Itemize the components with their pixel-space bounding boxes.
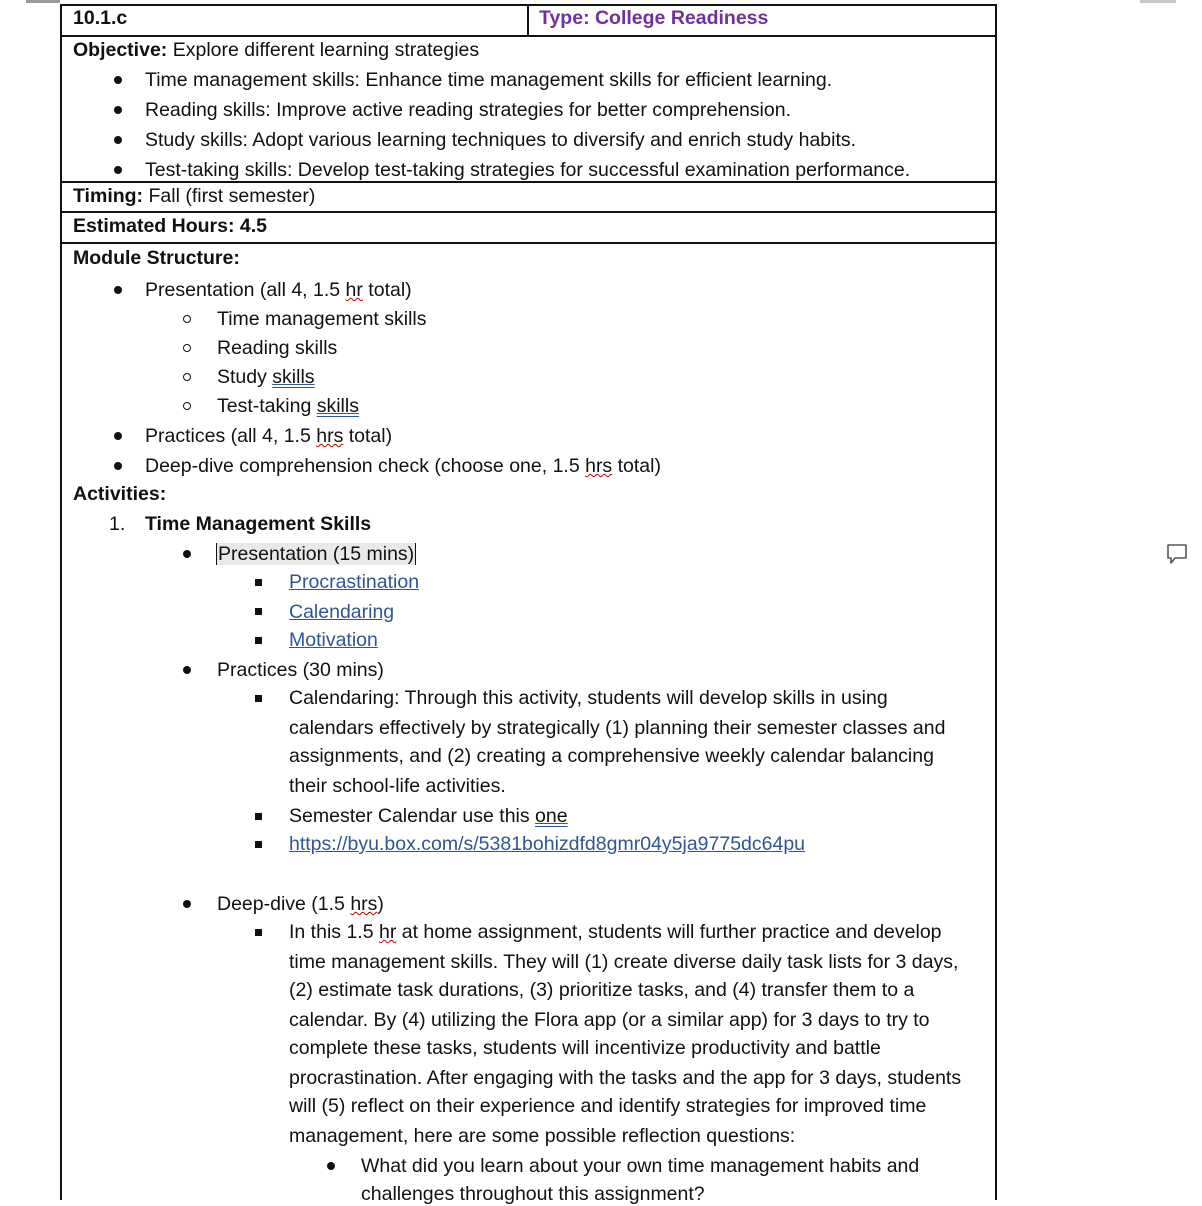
table-border-right [995, 4, 997, 1200]
calendaring-text: Calendaring: Through this activity, students will develop skills in using [289, 687, 888, 709]
circle-bullet-icon [183, 402, 191, 410]
link-semester-calendar[interactable]: one [535, 805, 568, 827]
square-bullet-icon [255, 841, 262, 848]
activities-heading: Activities: [73, 483, 167, 505]
activity-number: 1. [109, 513, 126, 535]
objective-item: Test-taking skills: Develop test-taking strategies for successful examination performance. [145, 159, 911, 181]
page-corner-mark-right [1140, 0, 1176, 3]
structure-subitem: Reading skills [217, 337, 338, 359]
square-bullet-icon [255, 929, 262, 936]
structure-practices: Practices (all 4, 1.5 hrs total) [145, 425, 393, 447]
calendaring-text: calendars effectively by strategically (1) planning their semester classes and [289, 717, 946, 739]
bullet-icon [183, 550, 191, 558]
activity-title: Time Management Skills [145, 513, 372, 535]
objective-item: Time management skills: Enhance time management skills for efficient learning. [145, 69, 833, 91]
circle-bullet-icon [183, 373, 191, 381]
module-code: 10.1.c [73, 7, 128, 29]
table-header-divider [527, 4, 529, 36]
bullet-icon [114, 106, 122, 114]
objective-line: Objective: Explore different learning strategies [73, 39, 480, 61]
table-border-left [60, 4, 62, 1200]
square-bullet-icon [255, 813, 262, 820]
square-bullet-icon [255, 637, 262, 644]
deep-dive-text: procrastination. After engaging with the tasks and the app for 3 days, students [289, 1067, 962, 1089]
square-bullet-icon [255, 608, 262, 615]
circle-bullet-icon [183, 344, 191, 352]
estimated-hours: Estimated Hours: 4.5 [73, 215, 267, 237]
deep-dive-text: In this 1.5 hr at home assignment, students will further practice and develop [289, 921, 942, 943]
table-rule-hours [60, 242, 997, 244]
bullet-icon [114, 166, 122, 174]
deep-dive-text: (2) estimate task durations, (3) prioritize tasks, and (4) transfer them to a [289, 979, 915, 1001]
module-type: Type: College Readiness [539, 7, 769, 29]
objective-item: Study skills: Adopt various learning techniques to diversify and enrich study habits. [145, 129, 857, 151]
circle-bullet-icon [183, 315, 191, 323]
page-corner-mark-left [26, 0, 60, 3]
bullet-icon [114, 432, 122, 440]
bullet-icon [114, 462, 122, 470]
deep-dive-text: management, here are some possible reflection questions: [289, 1125, 796, 1147]
bullet-icon [114, 286, 122, 294]
structure-subitem: Test-taking skills [217, 395, 359, 417]
structure-subitem: Study skills [217, 366, 315, 388]
bullet-icon [114, 136, 122, 144]
objective-item: Reading skills: Improve active reading strategies for better comprehension. [145, 99, 791, 121]
table-rule-top [60, 4, 997, 6]
link-procrastination[interactable]: Procrastination [289, 571, 420, 593]
bullet-icon [114, 76, 122, 84]
structure-deep-dive: Deep-dive comprehension check (choose one, 1.5 hrs total) [145, 455, 661, 477]
table-rule-header [60, 35, 997, 37]
module-structure-heading: Module Structure: [73, 247, 240, 269]
table-rule-timing [60, 211, 997, 213]
square-bullet-icon [255, 579, 262, 586]
deep-dive-text: time management skills. They will (1) create diverse daily task lists for 3 days, [289, 951, 959, 973]
semester-calendar-item: Semester Calendar use this one [289, 805, 568, 827]
reflection-question: What did you learn about your own time management habits and [361, 1155, 920, 1177]
reflection-question: challenges throughout this assignment? [361, 1183, 705, 1205]
practices-item: Practices (30 mins) [217, 659, 384, 681]
bullet-icon [327, 1162, 335, 1170]
deep-dive-text: will (5) reflect on their experience and identify strategies for improved time [289, 1095, 927, 1117]
calendaring-text: their school-life activities. [289, 775, 506, 797]
deep-dive-text: calendar. By (4) utilizing the Flora app (or a similar app) for 3 days to try to [289, 1009, 930, 1031]
selected-text[interactable]: Presentation (15 mins) [218, 543, 415, 565]
comment-icon[interactable] [1166, 543, 1188, 565]
link-calendaring[interactable]: Calendaring [289, 601, 395, 623]
presentation-item[interactable] [216, 542, 416, 566]
calendaring-text: assignments, and (2) creating a comprehensive weekly calendar balancing [289, 745, 934, 767]
bullet-icon [183, 900, 191, 908]
structure-subitem: Time management skills [217, 308, 427, 330]
deep-dive-item: Deep-dive (1.5 hrs) [217, 893, 384, 915]
structure-presentation: Presentation (all 4, 1.5 hr total) [145, 279, 412, 301]
link-motivation[interactable]: Motivation [289, 629, 378, 651]
bullet-icon [183, 666, 191, 674]
deep-dive-text: complete these tasks, students will incentivize productivity and battle [289, 1037, 881, 1059]
timing-line: Timing: Fall (first semester) [73, 185, 316, 207]
link-box-url[interactable]: https://byu.box.com/s/5381bohizdfd8gmr04y5ja9775dc64pu [289, 833, 806, 855]
square-bullet-icon [255, 695, 262, 702]
